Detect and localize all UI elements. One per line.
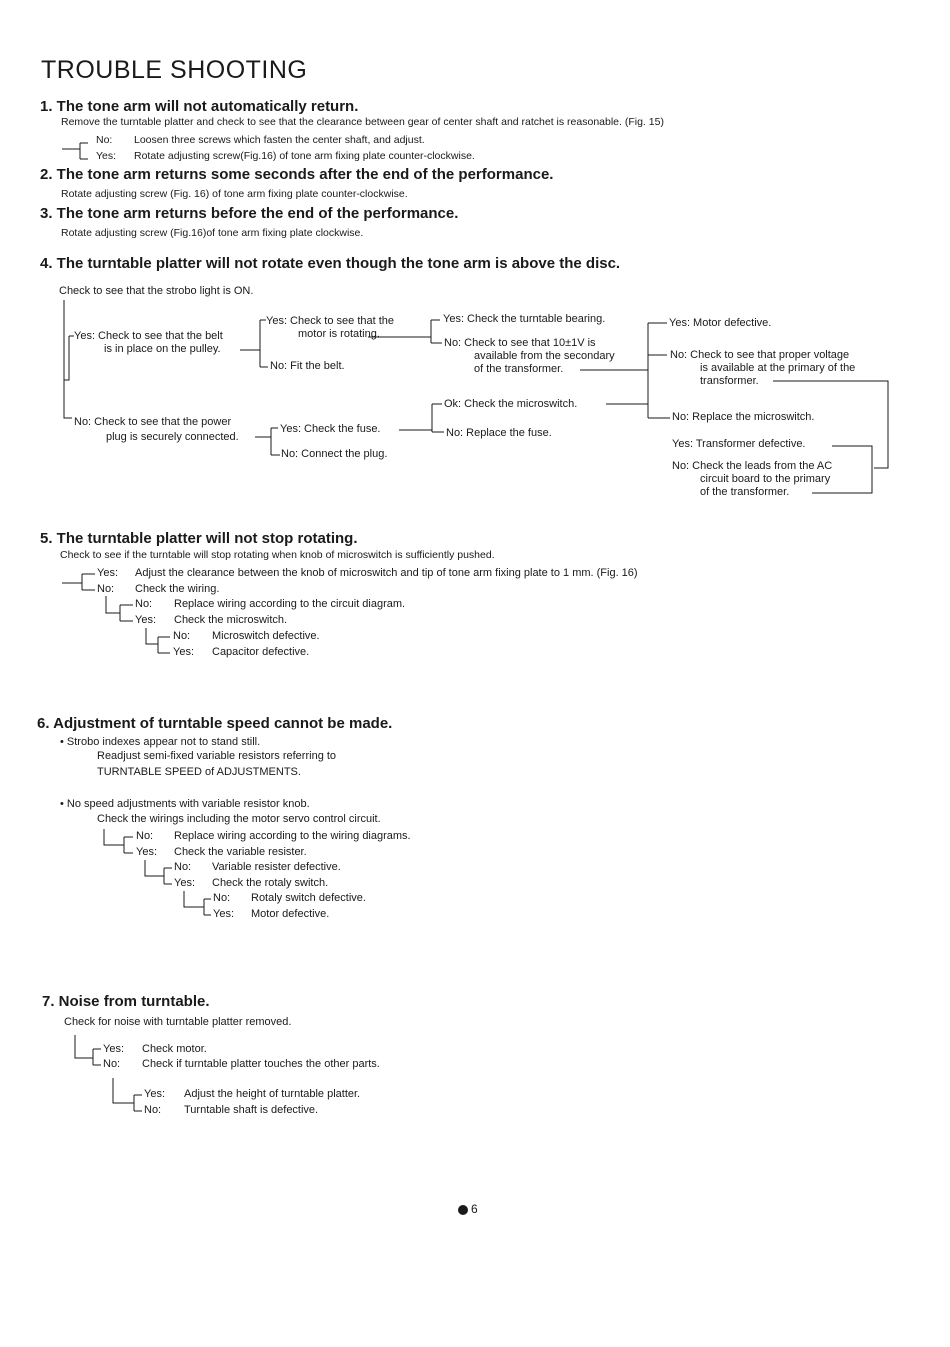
s6-yes3-label: Yes: (213, 908, 235, 920)
s4-no-leads-line1: No: Check the leads from the AC (672, 460, 833, 472)
s6-no3-label: No: (213, 892, 231, 904)
s6-yes3-text: Motor defective. (251, 908, 330, 920)
s4-no-10v-line3: of the transformer. (474, 363, 564, 375)
s4-no-voltage-line3: transformer. (700, 375, 759, 387)
s7-yes1-text: Check motor. (142, 1043, 207, 1055)
s5-no-text: Check the wiring. (135, 583, 220, 595)
section-3-text: Rotate adjusting screw (Fig.16)of tone arm fixing plate clockwise. (61, 227, 364, 239)
s4-no-replace-fuse: No: Replace the fuse. (446, 427, 552, 439)
s6-yes1-text: Check the variable resister. (174, 846, 307, 858)
section-2-heading: 2. The tone arm returns some seconds after the end of the performance. (40, 166, 554, 183)
s5-no2-label: No: (135, 598, 153, 610)
s7-intro: Check for noise with turntable platter removed. (64, 1016, 292, 1028)
s4-no-leads-line2: circuit board to the primary (700, 473, 831, 485)
s6-check-wirings: Check the wirings including the motor servo control circuit. (97, 813, 381, 825)
section-4-heading: 4. The turntable platter will not rotate even though the tone arm is above the disc. (40, 255, 621, 272)
s7-yes2-text: Adjust the height of turntable platter. (184, 1088, 361, 1100)
s6-yes2-label: Yes: (174, 877, 196, 889)
section-5-heading: 5. The turntable platter will not stop rotating. (40, 530, 358, 547)
s6-readjust-line2: TURNTABLE SPEED of ADJUSTMENTS. (97, 766, 301, 778)
s6-bullet-2: • No speed adjustments with variable resistor knob. (60, 798, 310, 810)
s4-no-replace-microswitch: No: Replace the microswitch. (672, 411, 815, 423)
section-1-no-text: Loosen three screws which fasten the center shaft, and adjust. (134, 134, 425, 146)
s7-yes2-label: Yes: (144, 1088, 166, 1100)
s5-no-label: No: (97, 583, 115, 595)
s5-yes-text: Adjust the clearance between the knob of microswitch and tip of tone arm fixing plate to 1 mm. (Fig. 16) (135, 567, 638, 579)
section-1-yes-label: Yes: (96, 150, 117, 162)
page-number: 6 (471, 1202, 478, 1216)
s4-yes-transformer-defective: Yes: Transformer defective. (672, 438, 806, 450)
section-2-text: Rotate adjusting screw (Fig. 16) of tone arm fixing plate counter-clockwise. (61, 188, 408, 200)
s6-no1-text: Replace wiring according to the wiring diagrams. (174, 830, 411, 842)
s6-readjust-line1: Readjust semi-fixed variable resistors referring to (97, 750, 337, 762)
s4-no-power-line2: plug is securely connected. (106, 431, 239, 443)
section-4-intro: Check to see that the strobo light is ON. (59, 285, 254, 297)
page-number-bullet (458, 1205, 468, 1215)
s4-no-voltage-line2: is available at the primary of the (700, 362, 856, 374)
s4-no-10v-line2: available from the secondary (474, 350, 615, 362)
s5-no3-label: No: (173, 630, 191, 642)
section-1-yes-text: Rotate adjusting screw(Fig.16) of tone arm fixing plate counter-clockwise. (134, 150, 475, 162)
s5-no2-text: Replace wiring according to the circuit diagram. (174, 598, 406, 610)
s7-yes1-label: Yes: (103, 1043, 125, 1055)
s4-yes-motor-defective: Yes: Motor defective. (669, 317, 772, 329)
s7-no1-text: Check if turntable platter touches the other parts. (142, 1058, 380, 1070)
s7-no2-text: Turntable shaft is defective. (184, 1104, 319, 1116)
s5-no3-text: Microswitch defective. (212, 630, 320, 642)
s4-yes-motor-line2: motor is rotating. (298, 328, 380, 340)
s4-no-leads-line3: of the transformer. (700, 486, 790, 498)
s4-no-10v-line1: No: Check to see that 10±1V is (444, 337, 596, 349)
s6-no2-label: No: (174, 861, 192, 873)
section-1-intro: Remove the turntable platter and check to see that the clearance between gear of center shaft and ratchet is reasonable. (Fig. 15) (61, 116, 664, 128)
section-6-heading: 6. Adjustment of turntable speed cannot be made. (37, 715, 393, 732)
s5-yes3-text: Capacitor defective. (212, 646, 310, 658)
s6-yes1-label: Yes: (136, 846, 158, 858)
s4-yes-motor-line1: Yes: Check to see that the (266, 315, 395, 327)
page-title: TROUBLE SHOOTING (41, 56, 308, 84)
section-3-heading: 3. The tone arm returns before the end of the performance. (40, 205, 459, 222)
s6-no2-text: Variable resister defective. (212, 861, 341, 873)
s5-yes2-label: Yes: (135, 614, 157, 626)
s7-no2-label: No: (144, 1104, 162, 1116)
s4-no-voltage-line1: No: Check to see that proper voltage (670, 349, 850, 361)
s6-yes2-text: Check the rotaly switch. (212, 877, 329, 889)
s4-yes-fuse: Yes: Check the fuse. (280, 423, 381, 435)
s4-no-power-line1: No: Check to see that the power (74, 416, 232, 428)
s5-yes-label: Yes: (97, 567, 119, 579)
s4-yes-bearing: Yes: Check the turntable bearing. (443, 313, 606, 325)
s5-yes3-label: Yes: (173, 646, 195, 658)
s4-no-belt: No: Fit the belt. (270, 360, 345, 372)
s4-yes-belt-line1: Yes: Check to see that the belt (74, 330, 223, 342)
s4-no-connect-plug: No: Connect the plug. (281, 448, 388, 460)
section-1-no-label: No: (96, 134, 113, 146)
s6-bullet-1: • Strobo indexes appear not to stand still. (60, 736, 261, 748)
s5-yes2-text: Check the microswitch. (174, 614, 288, 626)
section-1-heading: 1. The tone arm will not automatically return. (40, 98, 359, 115)
s4-yes-belt-line2: is in place on the pulley. (104, 343, 221, 355)
section-7-heading: 7. Noise from turntable. (42, 993, 210, 1010)
section-5-intro: Check to see if the turntable will stop rotating when knob of microswitch is sufficiently pushed. (60, 549, 495, 561)
s6-no3-text: Rotaly switch defective. (251, 892, 366, 904)
s6-no1-label: No: (136, 830, 154, 842)
s7-no1-label: No: (103, 1058, 121, 1070)
s4-ok-microswitch: Ok: Check the microswitch. (444, 398, 578, 410)
